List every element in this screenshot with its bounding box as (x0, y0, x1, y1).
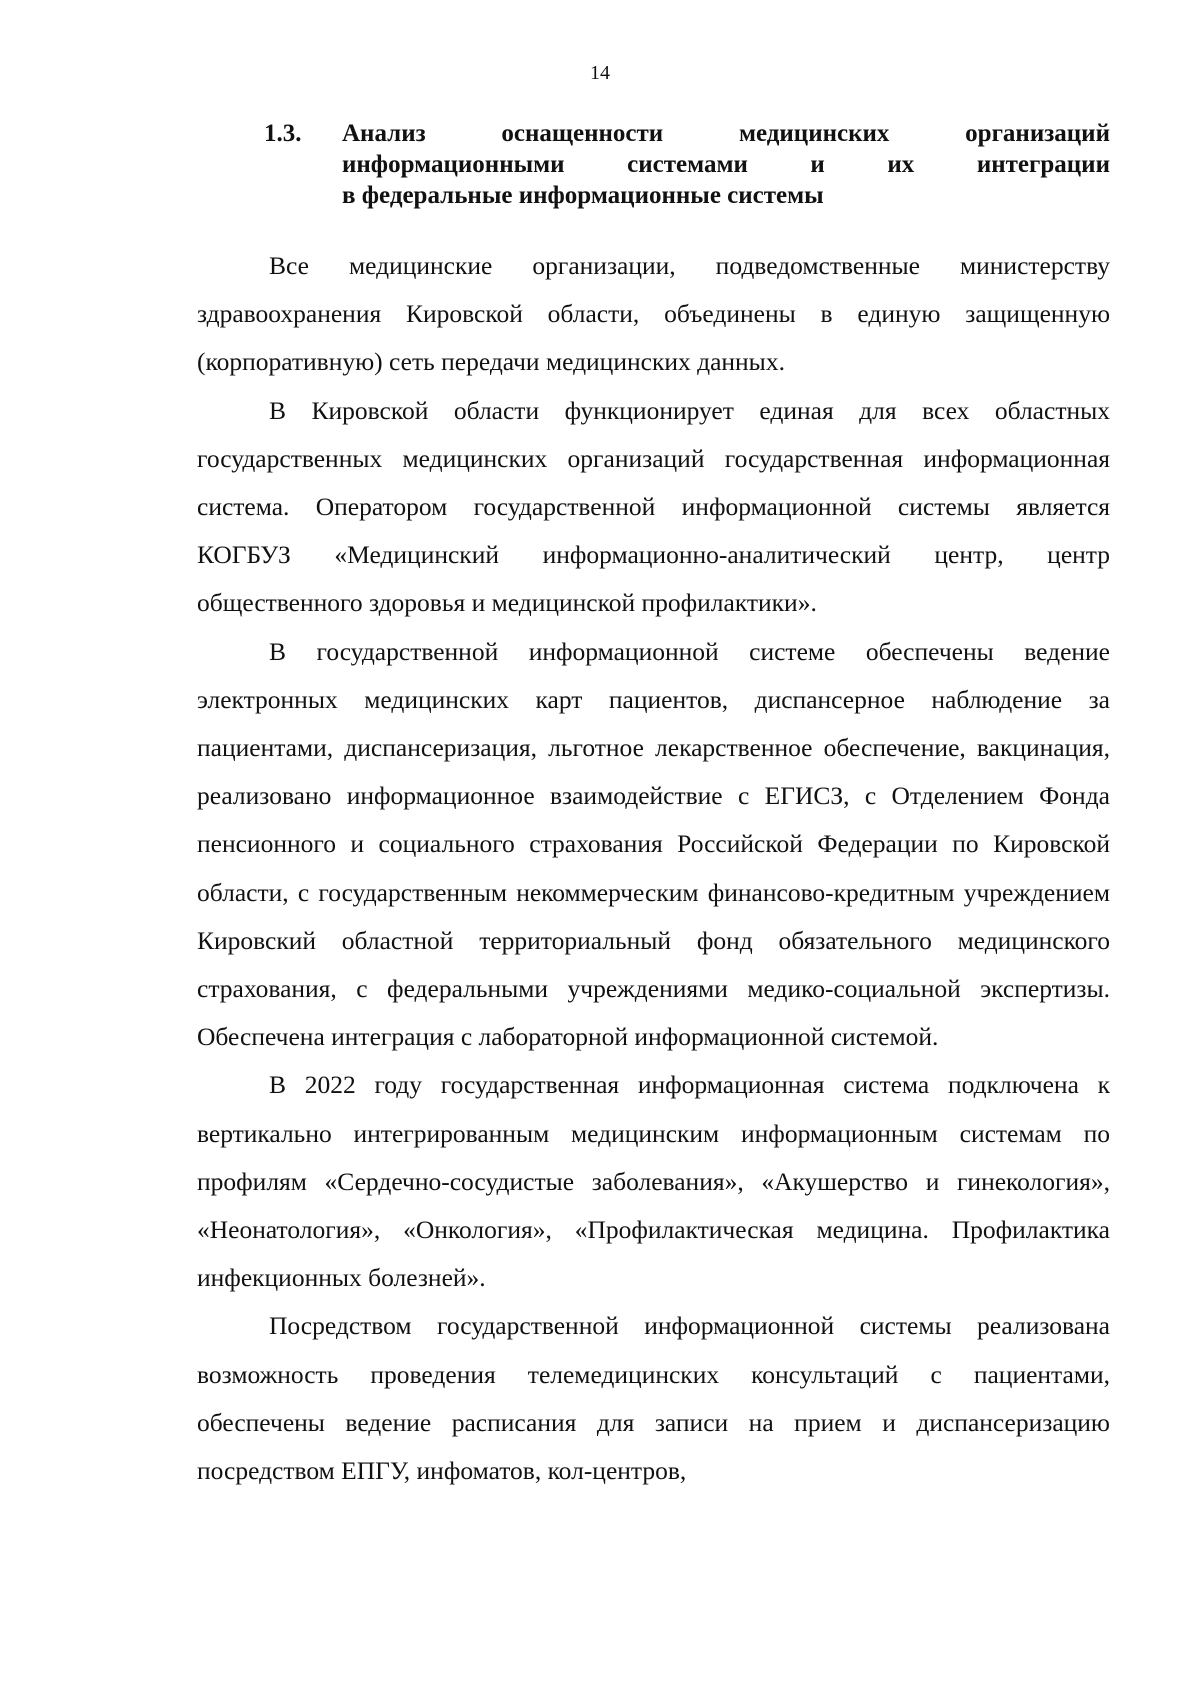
section-title-line-1: Анализ оснащенности медицинских организаций (342, 120, 1110, 147)
paragraph-3: В государственной информационной системе обеспечены ведение электронных медицинских карт пациентов, диспансерное наблюдение за пациентами, диспансеризация, льготное лекарственное обеспечение, вакцинация, реализовано информационное взаимодействие с ЕГИСЗ, с Отделением Фонда пенсионного и социального страхования Российской Федерации по Кировской области, с государственным некоммерческим финансово-кредитным учреждением Кировский областной территориальный фонд обязательного медицинского страхования, с федеральными учреждениями медико-социальной экспертизы. Обеспечена интеграция с лабораторной информационной системой. (197, 636, 1110, 1052)
section-title (342, 118, 1110, 211)
section-title-line-3: в федеральные информационные системы (342, 182, 824, 209)
body-text (197, 242, 1110, 1495)
section-number: 1.3. (264, 120, 302, 147)
page-number: 14 (590, 62, 610, 84)
paragraph-2: В Кировской области функционирует единая для всех областных государственных медицинских организаций государственная информационная система. Оператором государственной информационной системы является КОГБУЗ «Медицинский информационно-аналитический центр, центр общественного здоровья и медицинской профилактики». (197, 395, 1110, 618)
section-heading (264, 118, 1110, 211)
paragraph-5: Посредством государственной информационной системы реализована возможность проведения телемедицинских консультаций с пациентами, обеспечены ведение расписания для записи на прием и диспансеризацию посредством ЕПГУ, инфоматов, кол-центров, (197, 1311, 1110, 1486)
section-title-line-2: информационными системами и их интеграции (342, 151, 1110, 178)
paragraph-1: Все медицинские организации, подведомственные министерству здравоохранения Кировской области, объединены в единую защищенную (корпоративную) сеть передачи медицинских данных. (197, 251, 1110, 377)
paragraph-4: В 2022 году государственная информационная система подключена к вертикально интегрированным медицинским информационным системам по профилям «Сердечно-сосудистые заболевания», «Акушерство и гинекология», «Неонатология», «Онкология», «Профилактическая медицина. Профилактика инфекционных болезней». (197, 1070, 1110, 1293)
